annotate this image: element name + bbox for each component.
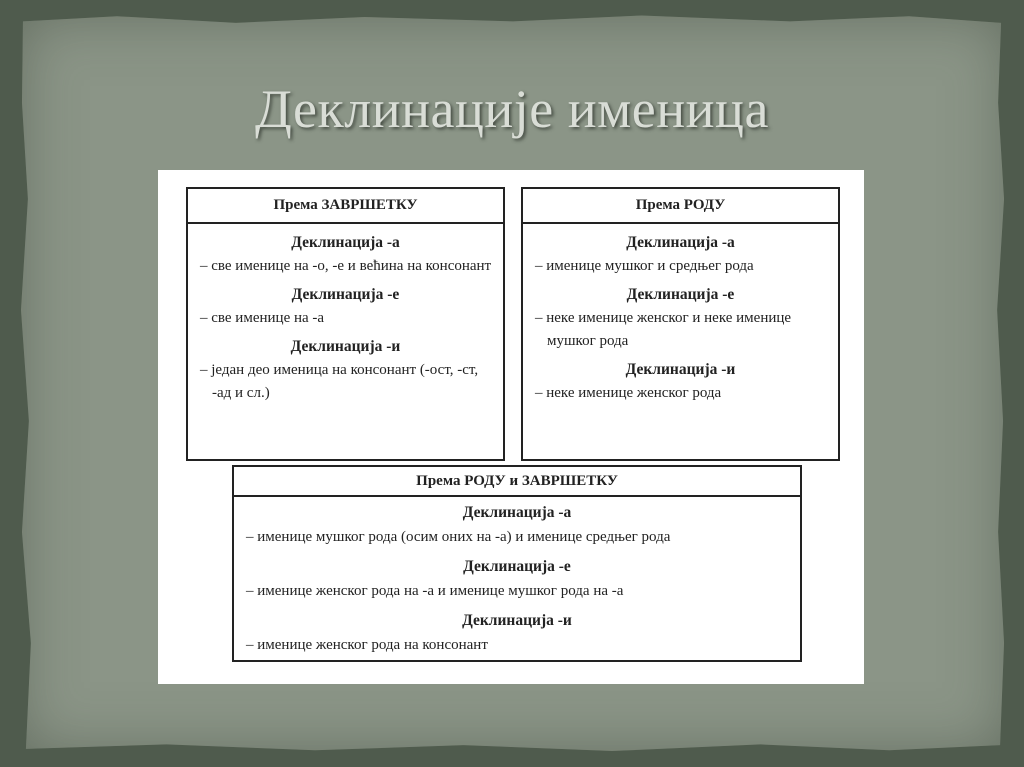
- table-by-gender: [521, 187, 840, 461]
- section-heading: Деклинација -е: [463, 558, 571, 575]
- section-heading: Деклинација -а: [626, 234, 735, 251]
- table-header: Према ЗАВРШЕТКУ: [188, 189, 503, 224]
- section-text: – неке именице женског и неке именице мушког рода: [535, 310, 792, 349]
- section-text: – све именице на -о, -е и већина на консонант: [200, 258, 492, 274]
- section-text: – именице женског рода на консонант: [246, 637, 488, 653]
- section-text: – неке именице женског рода: [535, 385, 722, 401]
- table-by-ending: [186, 187, 505, 461]
- section-text: – именице женског рода на -а и именице мушког рода на -а: [246, 583, 624, 599]
- section-heading: Деклинација -и: [462, 612, 572, 629]
- section-heading: Деклинација -и: [625, 361, 736, 378]
- table-by-gender-and-ending: [232, 465, 802, 662]
- table-header: Према РОДУ и ЗАВРШЕТКУ: [234, 467, 800, 497]
- section-heading: Деклинација -а: [291, 234, 400, 251]
- section-heading: Деклинација -и: [290, 338, 401, 355]
- section-text: – именице мушког и средњег рода: [535, 258, 754, 274]
- section-text: – све именице на -а: [200, 310, 325, 326]
- section-text: – један део именица на консонант (-ост, -ст, -ад и сл.): [200, 362, 479, 401]
- section-heading: Деклинација -а: [462, 504, 572, 521]
- section-text: – именице мушког рода (осим оних на -а) и именице средњег рода: [246, 529, 671, 545]
- section-heading: Деклинација -е: [626, 286, 735, 303]
- slide-title: Деклинације именица: [255, 79, 769, 139]
- table-header: Према РОДУ: [523, 189, 838, 224]
- declension-table-image: [158, 170, 864, 684]
- section-heading: Деклинација -е: [291, 286, 400, 303]
